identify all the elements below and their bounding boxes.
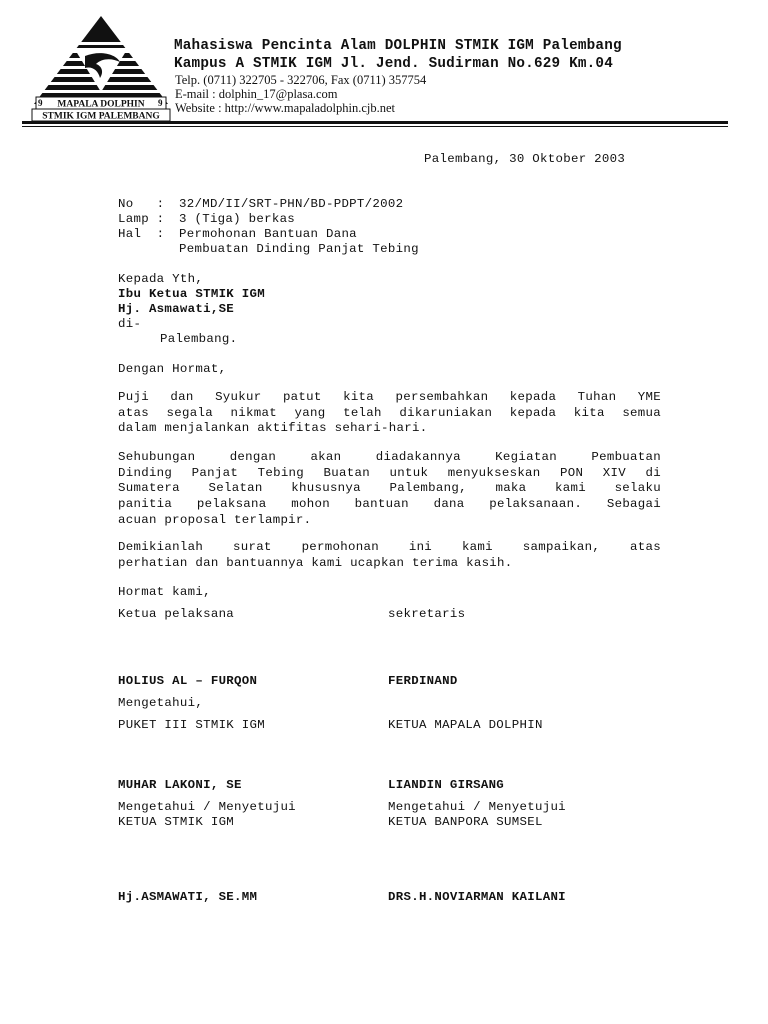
approval-label-left: Mengetahui / Menyetujui: [118, 800, 296, 814]
attachment-label: Lamp :: [118, 212, 165, 226]
recipient-title: Ibu Ketua STMIK IGM: [118, 287, 265, 301]
signature-role-chairman: Ketua pelaksana: [118, 607, 235, 621]
paragraph-line: atas segala nikmat yang telah dikaruniakan kepada kita semua: [118, 405, 661, 420]
paragraph-opening: [118, 390, 661, 437]
recipient-at: di-: [118, 317, 142, 331]
signature-name-secretary: FERDINAND: [388, 674, 458, 688]
subject-line-2: Pembuatan Dinding Panjat Tebing: [179, 242, 419, 256]
mapala-dolphin-logo: [30, 12, 172, 124]
subject-line-1: Permohonan Bantuan Dana: [179, 227, 357, 241]
paragraph-line: dalam menjalankan aktifitas sehari-hari.: [118, 421, 428, 436]
subject-label: Hal :: [118, 227, 165, 241]
paragraph-line: Sumatera Selatan khususnya Palembang, maka kami selaku: [118, 481, 661, 496]
paragraph-line: Demikianlah surat permohonan ini kami sampaikan, atas: [118, 540, 661, 554]
paragraph-purpose: [118, 450, 661, 528]
signature-name-chairman: HOLIUS AL – FURQON: [118, 674, 258, 688]
signature-name-mapala-chair: LIANDIN GIRSANG: [388, 778, 505, 792]
paragraph-line: panitia pelaksana mohon bantuan dana pelaksanaan. Sebagai: [118, 497, 661, 512]
signature-name-stmik-chair: Hj.ASMAWATI, SE.MM: [118, 890, 258, 904]
organization-name: Mahasiswa Pencinta Alam DOLPHIN STMIK IGM Palembang: [174, 38, 622, 54]
organization-phone: Telp. (0711) 322705 - 322706, Fax (0711) 357754: [175, 73, 427, 87]
recipient-city: Palembang.: [160, 332, 238, 346]
paragraph-line: Puji dan Syukur patut kita persembahkan kepada Tuhan YME: [118, 390, 661, 404]
signature-name-puket: MUHAR LAKONI, SE: [118, 778, 242, 792]
recipient-salutation: Kepada Yth,: [118, 272, 204, 286]
logo-badge-line2: STMIK IGM PALEMBANG: [42, 111, 160, 122]
letterhead-rule-thin: [22, 126, 728, 127]
logo-badge-number-left: 9: [38, 98, 43, 108]
letter-number-value: 32/MD/II/SRT-PHN/BD-PDPT/2002: [179, 197, 404, 211]
logo-badge-line1: MAPALA DOLPHIN: [57, 99, 145, 110]
signature-role-puket: PUKET III STMIK IGM: [118, 718, 265, 732]
signature-role-secretary: sekretaris: [388, 607, 466, 621]
paragraph-line: Dinding Panjat Tebing Buatan untuk menyukseskan PON XIV di: [118, 465, 661, 480]
letter-number-label: No :: [118, 197, 165, 211]
signature-name-banpora-chair: DRS.H.NOVIARMAN KAILANI: [388, 890, 566, 904]
paragraph-line: Sehubungan dengan akan diadakannya Kegiatan Pembuatan: [118, 450, 661, 464]
paragraph-line: acuan proposal terlampir.: [118, 512, 312, 527]
paragraph-closing: [118, 540, 661, 571]
organization-email: E-mail : dolphin_17@plasa.com: [175, 87, 338, 101]
signature-role-banpora-chair: KETUA BANPORA SUMSEL: [388, 815, 543, 829]
closing-salutation: Hormat kami,: [118, 585, 211, 599]
approval-label-right: Mengetahui / Menyetujui: [388, 800, 566, 814]
acknowledged-label: Mengetahui,: [118, 696, 204, 710]
attachment-value: 3 (Tiga) berkas: [179, 212, 296, 226]
organization-address: Kampus A STMIK IGM Jl. Jend. Sudirman No.629 Km.04: [174, 56, 613, 72]
signature-role-stmik-chair: KETUA STMIK IGM: [118, 815, 235, 829]
letterhead-rule-thick: [22, 121, 728, 124]
place-date: Palembang, 30 Oktober 2003: [424, 152, 626, 166]
greeting: Dengan Hormat,: [118, 362, 227, 376]
signature-role-mapala-chair: KETUA MAPALA DOLPHIN: [388, 718, 543, 732]
recipient-name: Hj. Asmawati,SE: [118, 302, 235, 316]
organization-website: Website : http://www.mapaladolphin.cjb.net: [175, 101, 396, 115]
logo-badge-number-right: 9: [158, 98, 163, 108]
paragraph-line: perhatian dan bantuannya kami ucapkan terima kasih.: [118, 555, 513, 570]
